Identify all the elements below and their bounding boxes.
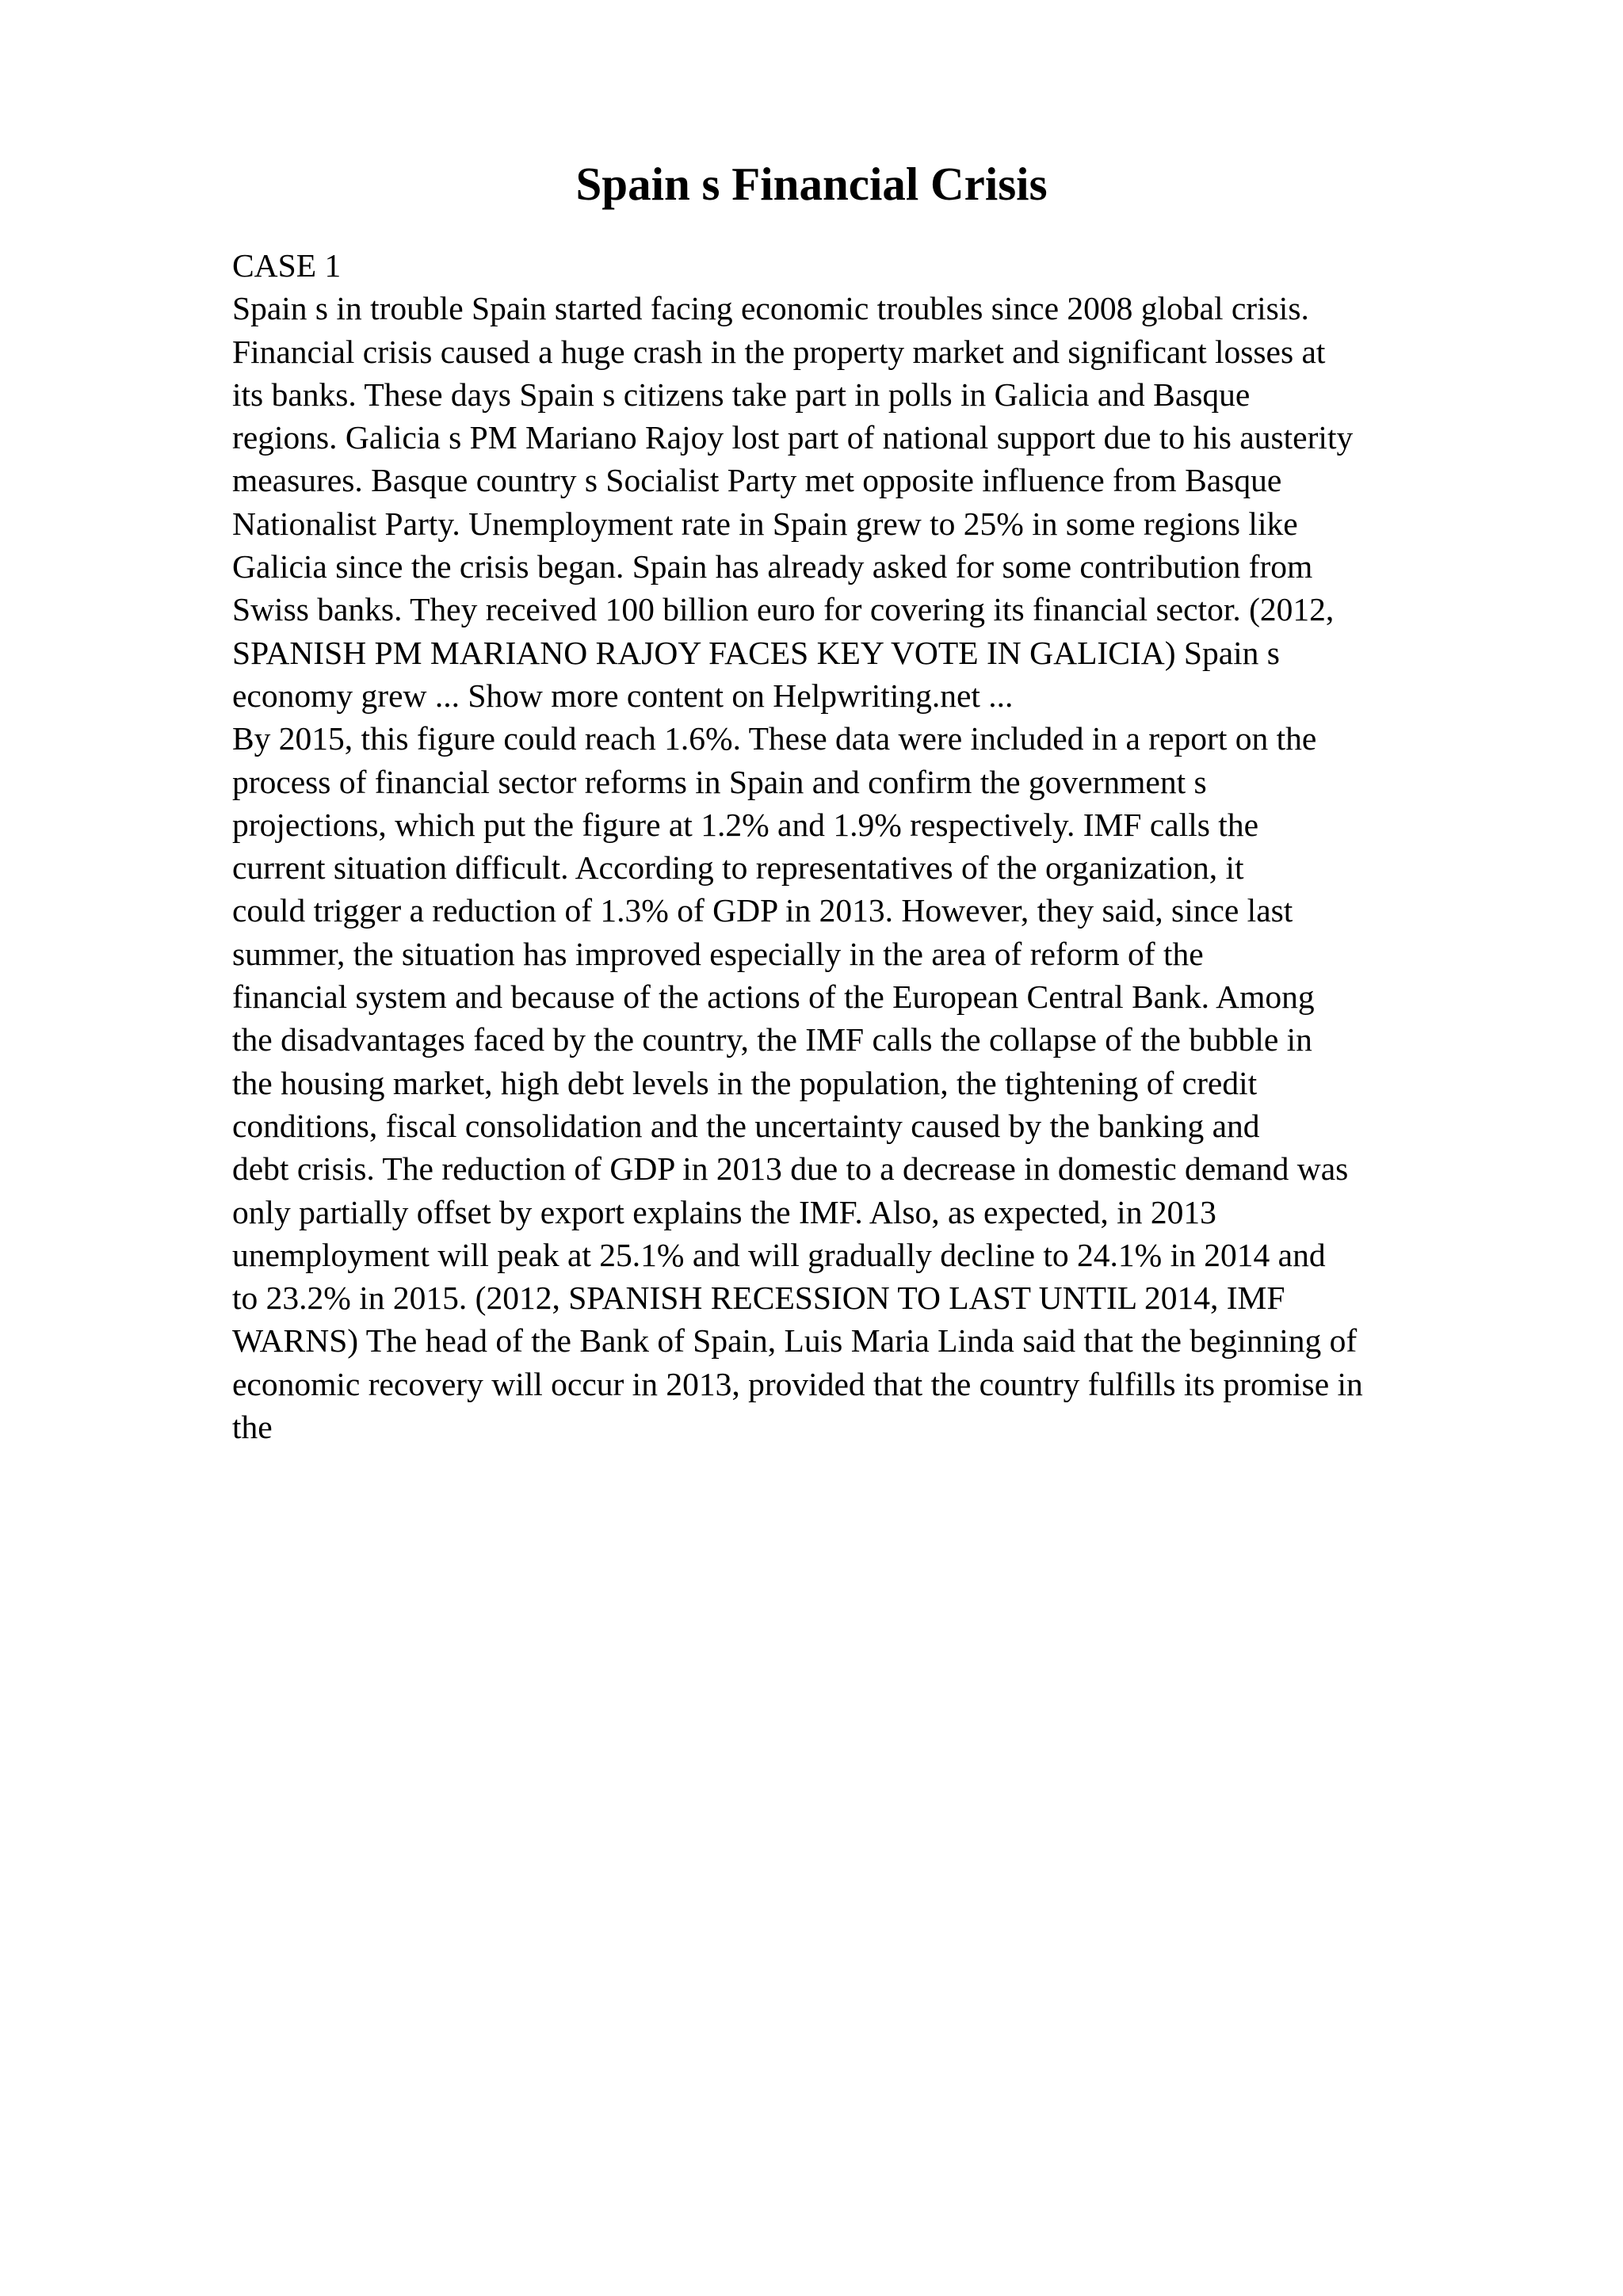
text-line: the disadvantages faced by the country, the IMF calls the collapse of the bubble in [232,1021,1312,1058]
text-line: projections, which put the figure at 1.2% and 1.9% respectively. IMF calls the [232,806,1258,843]
text-line: Galicia since the crisis began. Spain has already asked for some contribution from [232,548,1313,585]
text-line: only partially offset by export explains the IMF. Also, as expected, in 2013 [232,1193,1216,1230]
text-line: Nationalist Party. Unemployment rate in Spain grew to 25% in some regions like [232,505,1298,542]
text-line: By 2015, this figure could reach 1.6%. These data were included in a report on the [232,720,1317,757]
text-line: Financial crisis caused a huge crash in the property market and significant losses at [232,333,1326,370]
text-line: conditions, fiscal consolidation and the uncertainty caused by the banking and [232,1107,1260,1144]
text-line: WARNS) The head of the Bank of Spain, Luis Maria Linda said that the beginning of [232,1322,1358,1360]
text-line: CASE 1 [232,247,342,284]
text-line: unemployment will peak at 25.1% and will gradually decline to 24.1% in 2014 and [232,1236,1326,1273]
document-body [232,244,1595,1448]
text-line: its banks. These days Spain s citizens take part in polls in Galicia and Basque [232,376,1251,413]
document-title: Spain s Financial Crisis [575,158,1048,210]
text-line: summer, the situation has improved especially in the area of reform of the [232,935,1204,972]
text-line: economic recovery will occur in 2013, provided that the country fulfills its promise in [232,1365,1363,1402]
text-line: Spain s in trouble Spain started facing economic troubles since 2008 global crisis. [232,290,1309,327]
text-line: regions. Galicia s PM Mariano Rajoy lost part of national support due to his austerity [232,419,1354,456]
text-line: the housing market, high debt levels in the population, the tightening of credit [232,1064,1258,1101]
text-line: process of financial sector reforms in Spain and confirm the government s [232,763,1207,800]
text-line: SPANISH PM MARIANO RAJOY FACES KEY VOTE IN GALICIA) Spain s [232,634,1280,671]
text-line: debt crisis. The reduction of GDP in 2013 due to a decrease in domestic demand was [232,1150,1349,1188]
text-line: financial system and because of the actions of the European Central Bank. Among [232,978,1315,1016]
text-line: could trigger a reduction of 1.3% of GDP in 2013. However, they said, since last [232,892,1293,929]
text-line: Swiss banks. They received 100 billion euro for covering its financial sector. (2012, [232,591,1335,628]
text-line: to 23.2% in 2015. (2012, SPANISH RECESSION TO LAST UNTIL 2014, IMF [232,1280,1285,1317]
text-line: the [232,1409,273,1446]
text-line: economy grew ... Show more content on Helpwriting.net ... [232,677,1014,714]
text-line: measures. Basque country s Socialist Party met opposite influence from Basque [232,462,1282,499]
text-line: current situation difficult. According to representatives of the organization, it [232,849,1244,887]
